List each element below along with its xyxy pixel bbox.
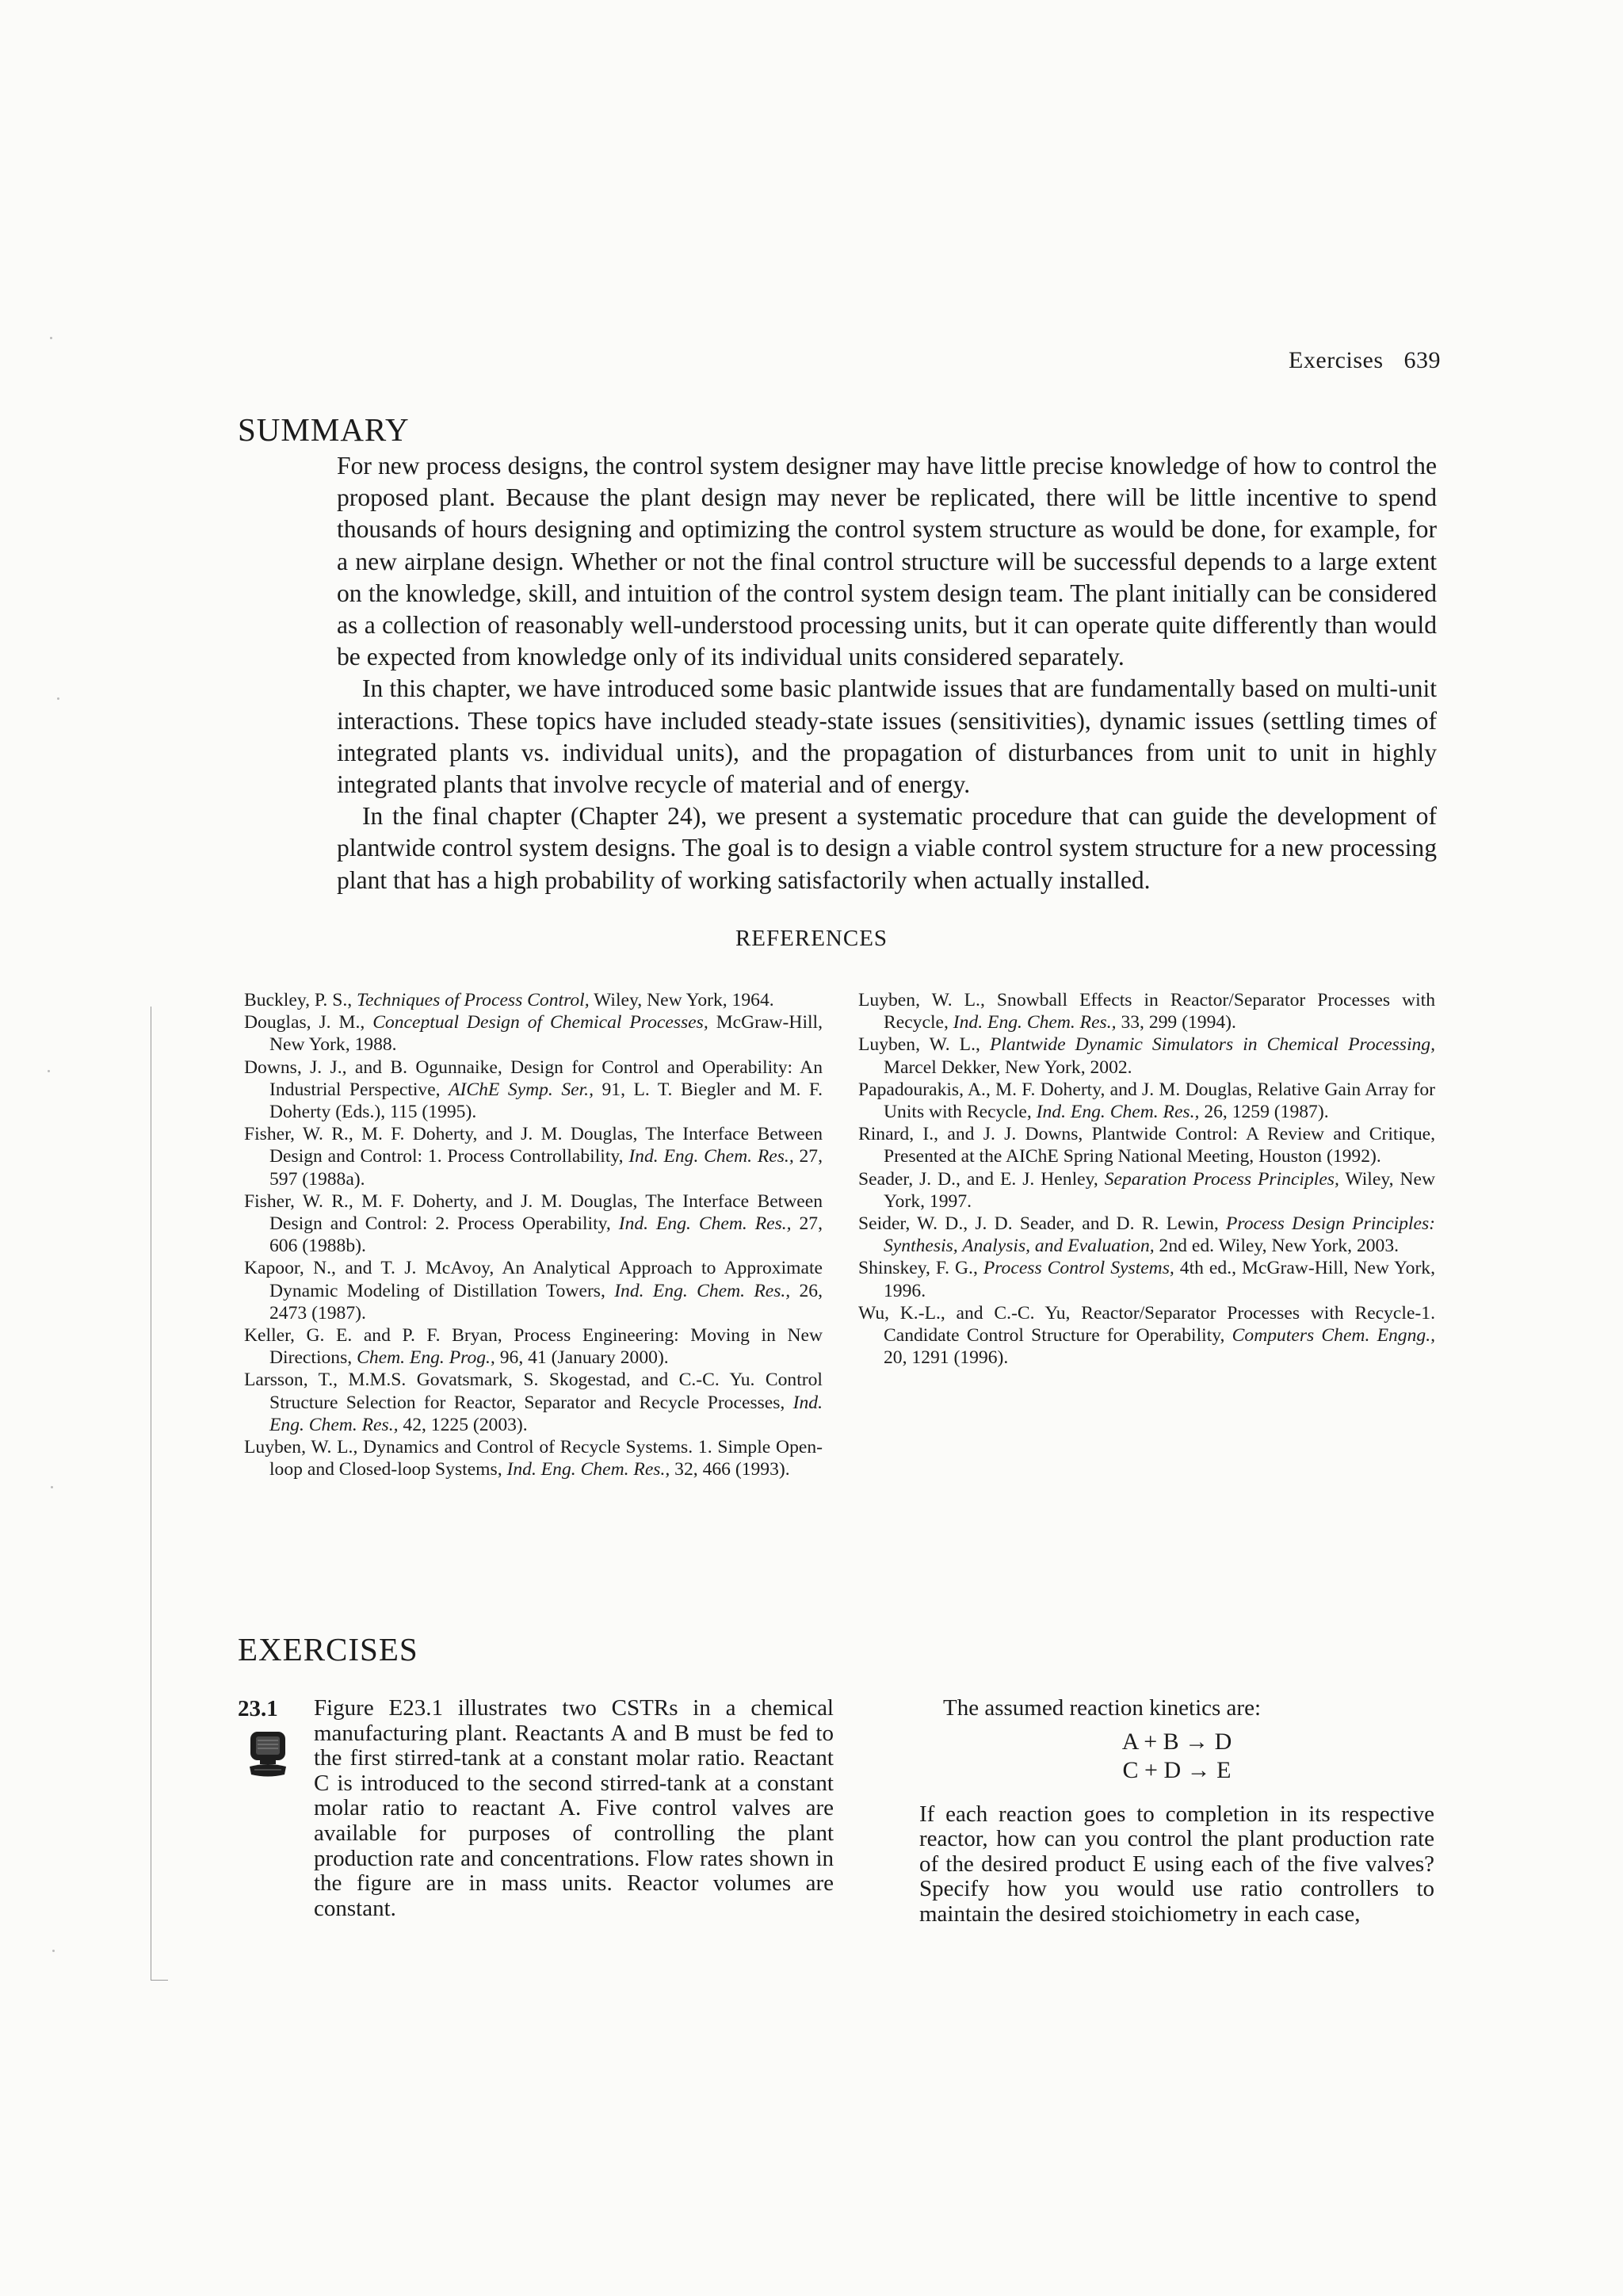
reference-entry: Seader, J. D., and E. J. Henley, Separation Process Principles, Wiley, New York, 1997.	[858, 1168, 1435, 1212]
reference-entry: Larsson, T., M.M.S. Govatsmark, S. Skogestad, and C.-C. Yu. Control Structure Selection for Reactor, Separator and Recycle Processes, Ind. Eng. Chem. Res., 42, 1225 (2003).	[244, 1370, 823, 1435]
reference-italic: Computers Chem. Engng.,	[1232, 1325, 1435, 1347]
reference-italic: Process Control Systems,	[983, 1258, 1174, 1279]
reference-italic: AIChE Symp. Ser.,	[449, 1079, 594, 1100]
scan-speck	[48, 1070, 50, 1072]
summary-heading: SUMMARY	[238, 411, 410, 448]
reference-entry: Fisher, W. R., M. F. Doherty, and J. M. Douglas, The Interface Between Design and Control: 2. Process Operability, Ind. Eng. Chem. Res., 27, 606 (1988b).	[244, 1190, 823, 1257]
reference-italic: Ind. Eng. Chem. Res.,	[614, 1280, 791, 1301]
reaction-equation: C + D → E	[1122, 1756, 1232, 1783]
reference-italic: Chem. Eng. Prog.,	[357, 1347, 495, 1369]
summary-paragraph: For new process designs, the control system designer may have little precise knowledge of how to control the proposed plant. Because the plant design may never be replicated, there will be little incentive to spend thousands of hours designing and optimizing the control system structure as would be done, for example, for a new airplane design. Whether or not the final control structure will be successful depends to a large extent on the knowledge, skill, and intuition of the control system design team. The plant initially can be considered as a collection of reasonably well-understood processing units, but it can operate quite differently than would be expected from knowledge only of its individual units considered separately.	[337, 452, 1437, 671]
reference-entry: Fisher, W. R., M. F. Doherty, and J. M. Douglas, The Interface Between Design and Control: 1. Process Controllability, Ind. Eng. Chem. Res., 27, 597 (1988a).	[244, 1124, 823, 1190]
reference-italic: Ind. Eng. Chem. Res.,	[953, 1012, 1117, 1033]
reference-entry: Douglas, J. M., Conceptual Design of Chemical Processes, McGraw-Hill, New York, 1988.	[244, 1012, 823, 1056]
reference-italic: Plantwide Dynamic Simulators in Chemical Processing,	[989, 1034, 1435, 1056]
computer-icon	[248, 1730, 288, 1779]
summary-paragraph: In this chapter, we have introduced some basic plantwide issues that are fundamentally based on multi-unit interactions. These topics have included steady-state issues (sensitivities), dynamic issues (settling times of integrated plants vs. individual units), and the propagation of disturbances from unit to unit in highly integrated plants that involve recycle of material and of energy.	[337, 674, 1437, 799]
exercise-continuation	[919, 1696, 1434, 1927]
references-right-column	[858, 989, 1435, 1369]
exercise-question: If each reaction goes to completion in its respective reactor, how can you control the plant production rate of the desired product E using each of the five valves? Specify how you would use ratio controllers to maintain the desired stoichiometry in each case,	[919, 1801, 1434, 1927]
reference-entry: Luyben, W. L., Dynamics and Control of Recycle Systems. 1. Simple Open-loop and Closed-loop Systems, Ind. Eng. Chem. Res., 32, 466 (1993).	[244, 1437, 823, 1480]
reference-italic: Ind. Eng. Chem. Res.,	[269, 1392, 823, 1435]
reference-entry: Papadourakis, A., M. F. Doherty, and J. M. Douglas, Relative Gain Array for Units with Recycle, Ind. Eng. Chem. Res., 26, 1259 (1987).	[858, 1079, 1435, 1123]
scan-speck	[51, 1486, 53, 1488]
reference-entry: Luyben, W. L., Plantwide Dynamic Simulators in Chemical Processing, Marcel Dekker, New York, 2002.	[858, 1034, 1435, 1078]
reference-italic: Process Design Principles: Synthesis, Analysis, and Evaluation,	[884, 1213, 1435, 1257]
summary-body	[337, 450, 1437, 896]
reference-entry: Luyben, W. L., Snowball Effects in Reactor/Separator Processes with Recycle, Ind. Eng. Chem. Res., 33, 299 (1994).	[858, 990, 1435, 1033]
exercise-number: 23.1	[238, 1696, 278, 1721]
running-head	[1289, 347, 1441, 374]
reference-italic: Ind. Eng. Chem. Res.,	[628, 1146, 794, 1167]
reference-italic: Ind. Eng. Chem. Res.,	[1036, 1102, 1200, 1123]
reference-entry: Seider, W. D., J. D. Seader, and D. R. Lewin, Process Design Principles: Synthesis, Analysis, and Evaluation, 2nd ed. Wiley, New York, 2003.	[858, 1213, 1435, 1257]
references-heading: REFERENCES	[735, 926, 888, 951]
reference-italic: Techniques of Process Control,	[357, 990, 590, 1010]
exercise-statement: Figure E23.1 illustrates two CSTRs in a chemical manufacturing plant. Reactants A and B must be fed to the first stirred-tank at a constant molar ratio. Reactant C is introduced to the second stirred-tank at a constant molar ratio to reactant A. Five control valves are available for purposes of controlling the plant production rate and concentrations. Flow rates shown in the figure are in mass units. Reactor volumes are constant.	[314, 1695, 834, 1921]
scan-speck	[50, 337, 52, 339]
reference-italic: Conceptual Design of Chemical Processes,	[372, 1012, 708, 1033]
margin-tick	[151, 1980, 168, 1981]
scan-speck	[57, 697, 59, 700]
kinetics-intro: The assumed reaction kinetics are:	[943, 1695, 1262, 1721]
reference-italic: Ind. Eng. Chem. Res.,	[618, 1213, 792, 1235]
reference-entry: Shinskey, F. G., Process Control Systems, 4th ed., McGraw-Hill, New York, 1996.	[858, 1258, 1435, 1301]
reference-italic: Ind. Eng. Chem. Res.,	[506, 1459, 670, 1480]
references-left-column	[244, 989, 823, 1480]
reference-entry: Wu, K.-L., and C.-C. Yu, Reactor/Separator Processes with Recycle-1. Candidate Control Structure for Operability, Computers Chem. Engng., 20, 1291 (1996).	[858, 1302, 1435, 1369]
scan-speck	[52, 1950, 55, 1952]
running-head-section: Exercises	[1289, 347, 1384, 373]
summary-paragraph: In the final chapter (Chapter 24), we present a systematic procedure that can guide the development of plantwide control system designs. The goal is to design a viable control system structure for a new processing plant that has a high probability of working satisfactorily when actually installed.	[337, 802, 1437, 894]
reference-entry: Rinard, I., and J. J. Downs, Plantwide Control: A Review and Critique, Presented at the AIChE Spring National Meeting, Houston (1992).	[858, 1124, 1435, 1167]
reference-entry: Buckley, P. S., Techniques of Process Control, Wiley, New York, 1964.	[244, 990, 774, 1010]
reference-italic: Separation Process Principles,	[1104, 1168, 1339, 1190]
reaction-equation: A + B → D	[1121, 1728, 1232, 1755]
page-number: 639	[1403, 347, 1441, 373]
reference-entry: Downs, J. J., and B. Ogunnaike, Design for Control and Operability: An Industrial Perspective, AIChE Symp. Ser., 91, L. T. Biegler and M. F. Doherty (Eds.), 115 (1995).	[244, 1056, 823, 1123]
reference-entry: Kapoor, N., and T. J. McAvoy, An Analytical Approach to Approximate Dynamic Modeling of Distillation Towers, Ind. Eng. Chem. Res., 26, 2473 (1987).	[244, 1258, 823, 1324]
reference-entry: Keller, G. E. and P. F. Bryan, Process Engineering: Moving in New Directions, Chem. Eng. Prog., 96, 41 (January 2000).	[244, 1325, 823, 1369]
exercises-heading: EXERCISES	[238, 1631, 418, 1668]
